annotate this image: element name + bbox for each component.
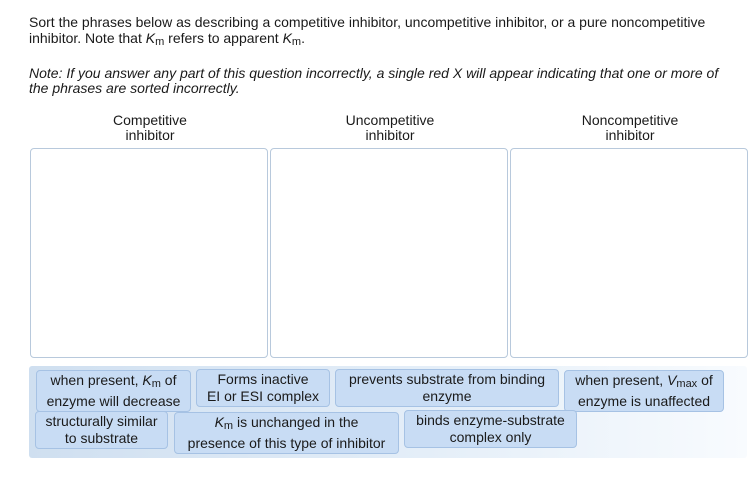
phrase-chip-forms-inactive[interactable] [196,369,330,407]
chip-symbol: K [142,372,152,388]
km-subscript: m [155,36,165,48]
chip-subscript: m [223,420,234,432]
instructions-part3: . [301,30,305,46]
column-header-competitive [31,113,269,143]
chip-subscript: m [151,378,161,390]
chip-text: is unchanged in the [233,414,359,430]
phrase-chip-km-decrease[interactable] [36,370,191,412]
column-header-line: Uncompetitive [345,112,435,128]
chip-line: EI or ESI complex [206,388,320,404]
chip-subscript: max [676,378,698,390]
column-header-line: inhibitor [125,127,175,143]
drop-zone-competitive[interactable] [30,148,268,358]
chip-line [179,414,394,435]
phrase-chip-prevents-binding[interactable] [335,369,559,407]
chip-symbol: K [214,414,224,430]
column-header-line: inhibitor [605,127,655,143]
chip-line: enzyme [422,388,472,404]
chip-line: enzyme is unaffected [577,393,711,409]
chip-line: presence of this type of inhibitor [187,435,386,451]
km-subscript-2: m [291,36,302,48]
chip-line: Forms inactive [217,371,309,387]
chip-text: of [160,372,177,388]
chip-symbol: V [667,372,677,388]
km-symbol: K [145,30,156,46]
phrase-chip-km-unchanged[interactable] [174,412,399,454]
chip-line [41,372,186,393]
column-header-line: Noncompetitive [581,112,679,128]
phrase-chip-vmax-unaffected[interactable] [564,370,724,412]
chip-text: of [697,372,713,388]
drop-zone-uncompetitive[interactable] [270,148,508,358]
note-text: Note: If you answer any part of this question incorrectly, a single red X will appear indicating that one or more of the phrases are sorted incorrectly. [29,65,719,96]
drop-zone-noncompetitive[interactable] [510,148,748,358]
chip-line: complex only [449,429,532,445]
column-header-noncompetitive [511,113,749,143]
km-symbol-2: K [282,30,292,46]
instructions-part1: Sort the phrases below as describing a competitive inhibitor, uncompetitive inhibitor, or a pure noncompetitive inhibitor. Note that [29,14,706,46]
phrase-chip-binds-es-complex[interactable] [404,410,577,448]
chip-text: when present, [575,372,668,388]
chip-line: structurally similar [45,413,158,429]
instructions-text [29,14,729,50]
column-header-line: inhibitor [365,127,415,143]
chip-line: binds enzyme-substrate [416,412,565,428]
chip-line: enzyme will decrease [46,393,181,409]
instructions-part2: refers to apparent [164,30,283,46]
chip-line [569,372,719,393]
chip-line: prevents substrate from binding [348,371,546,387]
column-header-uncompetitive [271,113,509,143]
chip-line: to substrate [64,430,139,446]
column-header-line: Competitive [113,112,187,128]
phrase-chip-structurally-similar[interactable] [35,411,168,449]
chip-text: when present, [50,372,143,388]
